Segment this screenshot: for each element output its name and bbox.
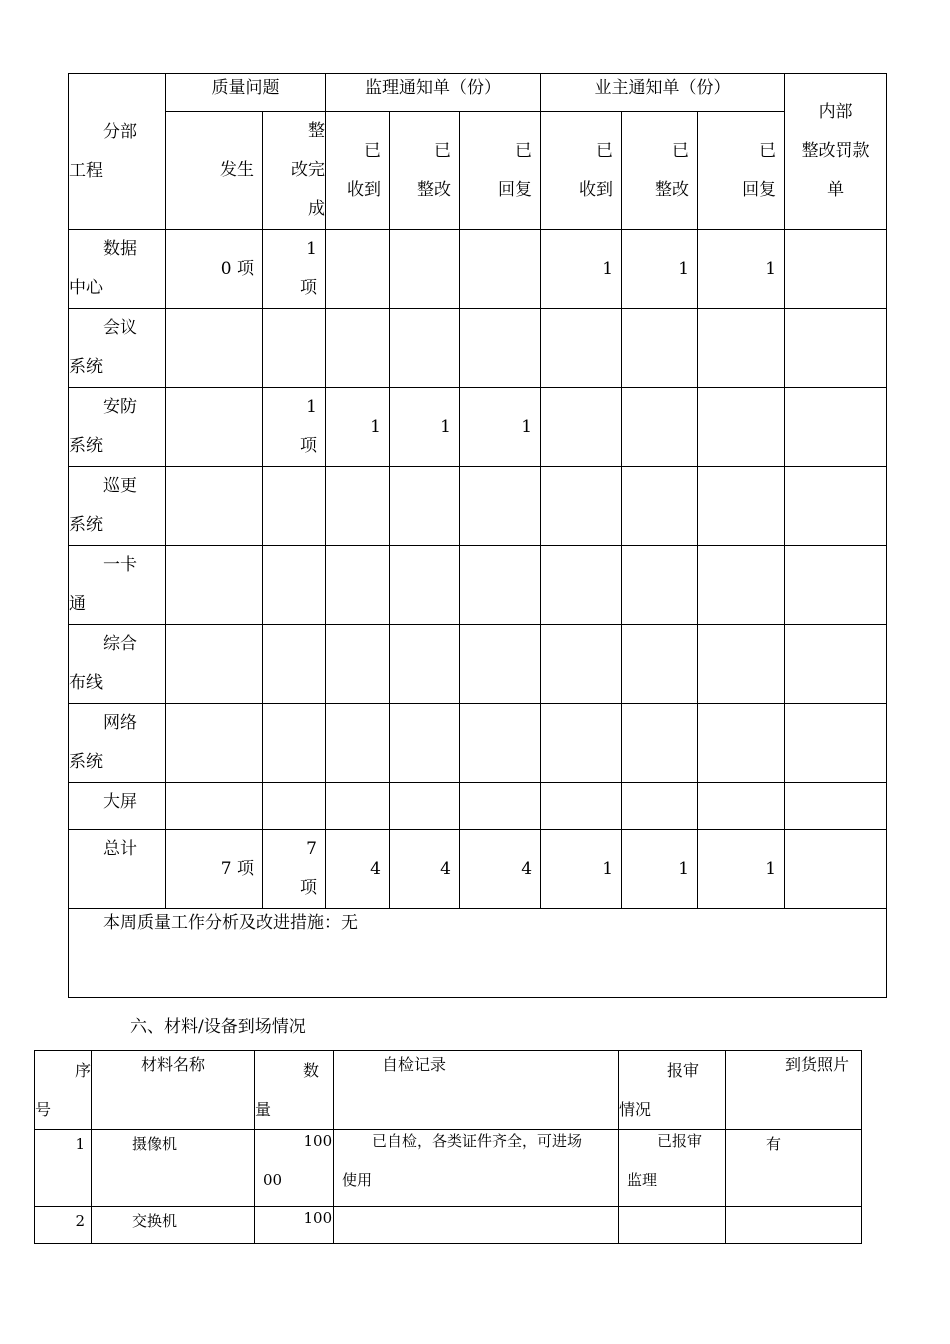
cell-own-corrected: 1 [622,230,698,309]
material-review [619,1207,726,1244]
header-sup-replied: 已 回复 [460,112,541,230]
cell-sup-received [326,783,390,830]
cell-sup-corrected [390,546,460,625]
cell-sup-received [326,704,390,783]
cell-own-corrected [622,783,698,830]
division-name: 巡更 系统 [69,467,166,546]
cell-sup-replied: 4 [460,830,541,909]
header-quality-issue: 质量问题 [166,74,326,112]
cell-own-replied: 1 [698,830,785,909]
cell-own-corrected: 1 [622,830,698,909]
cell-own-replied [698,783,785,830]
cell-occurred: 7 项 [166,830,263,909]
cell-sup-replied: 1 [460,388,541,467]
cell-sup-received [326,546,390,625]
cell-own-received [541,625,622,704]
header-supervision-notice: 监理通知单（份） [326,74,541,112]
cell-rectified [263,704,326,783]
cell-sup-corrected [390,230,460,309]
cell-fine [785,230,887,309]
cell-fine [785,830,887,909]
cell-sup-replied [460,546,541,625]
cell-rectified: 7 项 [263,830,326,909]
cell-sup-corrected [390,783,460,830]
cell-occurred [166,388,263,467]
material-self-check: 已自检，各类证件齐全，可进场 使用 [334,1130,619,1207]
cell-fine [785,704,887,783]
header-own-replied: 已 回复 [698,112,785,230]
cell-rectified: 1 项 [263,388,326,467]
cell-sup-corrected [390,467,460,546]
table-row [69,783,887,830]
material-arrival-table [34,1050,862,1244]
header-material-name: 材料名称 [92,1051,255,1130]
cell-sup-corrected [390,704,460,783]
header-photo: 到货照片 [726,1051,862,1130]
cell-sup-corrected [390,309,460,388]
cell-sup-replied [460,230,541,309]
cell-sup-replied [460,783,541,830]
header-sup-received: 已 收到 [326,112,390,230]
cell-occurred [166,546,263,625]
cell-rectified: 1 项 [263,230,326,309]
table-row [69,309,887,388]
cell-sup-received: 4 [326,830,390,909]
cell-sup-received [326,309,390,388]
cell-own-replied: 1 [698,230,785,309]
cell-own-replied [698,309,785,388]
material-photo: 有 [726,1130,862,1207]
section-six-title: 六、材料/设备到场情况 [130,1017,306,1037]
cell-rectified [263,783,326,830]
quality-table-body [69,230,887,909]
cell-own-received: 1 [541,230,622,309]
cell-rectified [263,467,326,546]
cell-occurred [166,309,263,388]
cell-own-corrected [622,388,698,467]
header-internal-fine: 内部 整改罚款 单 [785,74,887,230]
cell-rectified [263,309,326,388]
header-no: 序 号 [35,1051,92,1130]
analysis-cell: 本周质量工作分析及改进措施：无 [69,909,887,998]
header-qty: 数 量 [255,1051,334,1130]
division-name: 网络 系统 [69,704,166,783]
cell-own-corrected [622,309,698,388]
cell-fine [785,467,887,546]
cell-sup-received [326,467,390,546]
cell-occurred [166,783,263,830]
cell-own-received [541,783,622,830]
cell-own-received [541,704,622,783]
cell-sup-replied [460,309,541,388]
cell-occurred: 0 项 [166,230,263,309]
material-row [35,1207,862,1244]
material-no: 2 [35,1207,92,1244]
header-review: 报审 情况 [619,1051,726,1130]
material-name: 交换机 [92,1207,255,1244]
division-name: 安防 系统 [69,388,166,467]
cell-occurred [166,625,263,704]
division-name: 总计 [69,830,166,909]
cell-own-received [541,388,622,467]
table-row [69,230,887,309]
cell-sup-received [326,230,390,309]
division-name: 大屏 [69,783,166,830]
cell-own-received [541,546,622,625]
cell-occurred [166,704,263,783]
table-row [69,546,887,625]
cell-occurred [166,467,263,546]
header-own-received: 已 收到 [541,112,622,230]
cell-sup-received [326,625,390,704]
cell-rectified [263,546,326,625]
cell-sup-received: 1 [326,388,390,467]
material-row [35,1130,862,1207]
division-name: 综合 布线 [69,625,166,704]
cell-rectified [263,625,326,704]
table-row [69,625,887,704]
cell-fine [785,388,887,467]
division-name: 一卡 通 [69,546,166,625]
material-no: 1 [35,1130,92,1207]
table-row [69,704,887,783]
header-owner-notice: 业主通知单（份） [541,74,785,112]
cell-sup-corrected: 4 [390,830,460,909]
cell-fine [785,309,887,388]
table-row [69,388,887,467]
cell-own-corrected [622,546,698,625]
quality-statistics-table [68,73,887,998]
cell-own-replied [698,546,785,625]
header-own-corrected: 已 整改 [622,112,698,230]
header-sup-corrected: 已 整改 [390,112,460,230]
header-occurred: 发生 [166,112,263,230]
material-table-body [35,1130,862,1244]
cell-sup-corrected: 1 [390,388,460,467]
cell-own-received [541,309,622,388]
cell-fine [785,625,887,704]
material-review: 已报审 监理 [619,1130,726,1207]
cell-sup-replied [460,625,541,704]
cell-sup-corrected [390,625,460,704]
cell-own-replied [698,388,785,467]
division-name: 数据 中心 [69,230,166,309]
cell-own-corrected [622,625,698,704]
header-self-check: 自检记录 [334,1051,619,1130]
header-division: 分部 工程 [69,74,166,230]
cell-own-received: 1 [541,830,622,909]
cell-own-replied [698,625,785,704]
cell-own-corrected [622,704,698,783]
material-qty: 100 00 [255,1130,334,1207]
cell-own-replied [698,704,785,783]
material-name: 摄像机 [92,1130,255,1207]
cell-own-received [541,467,622,546]
table-row [69,830,887,909]
material-self-check [334,1207,619,1244]
cell-sup-replied [460,704,541,783]
material-qty: 100 [255,1207,334,1244]
cell-fine [785,783,887,830]
material-photo [726,1207,862,1244]
division-name: 会议 系统 [69,309,166,388]
table-row [69,467,887,546]
cell-sup-replied [460,467,541,546]
cell-own-replied [698,467,785,546]
cell-fine [785,546,887,625]
header-rectified: 整 改完 成 [263,112,326,230]
cell-own-corrected [622,467,698,546]
